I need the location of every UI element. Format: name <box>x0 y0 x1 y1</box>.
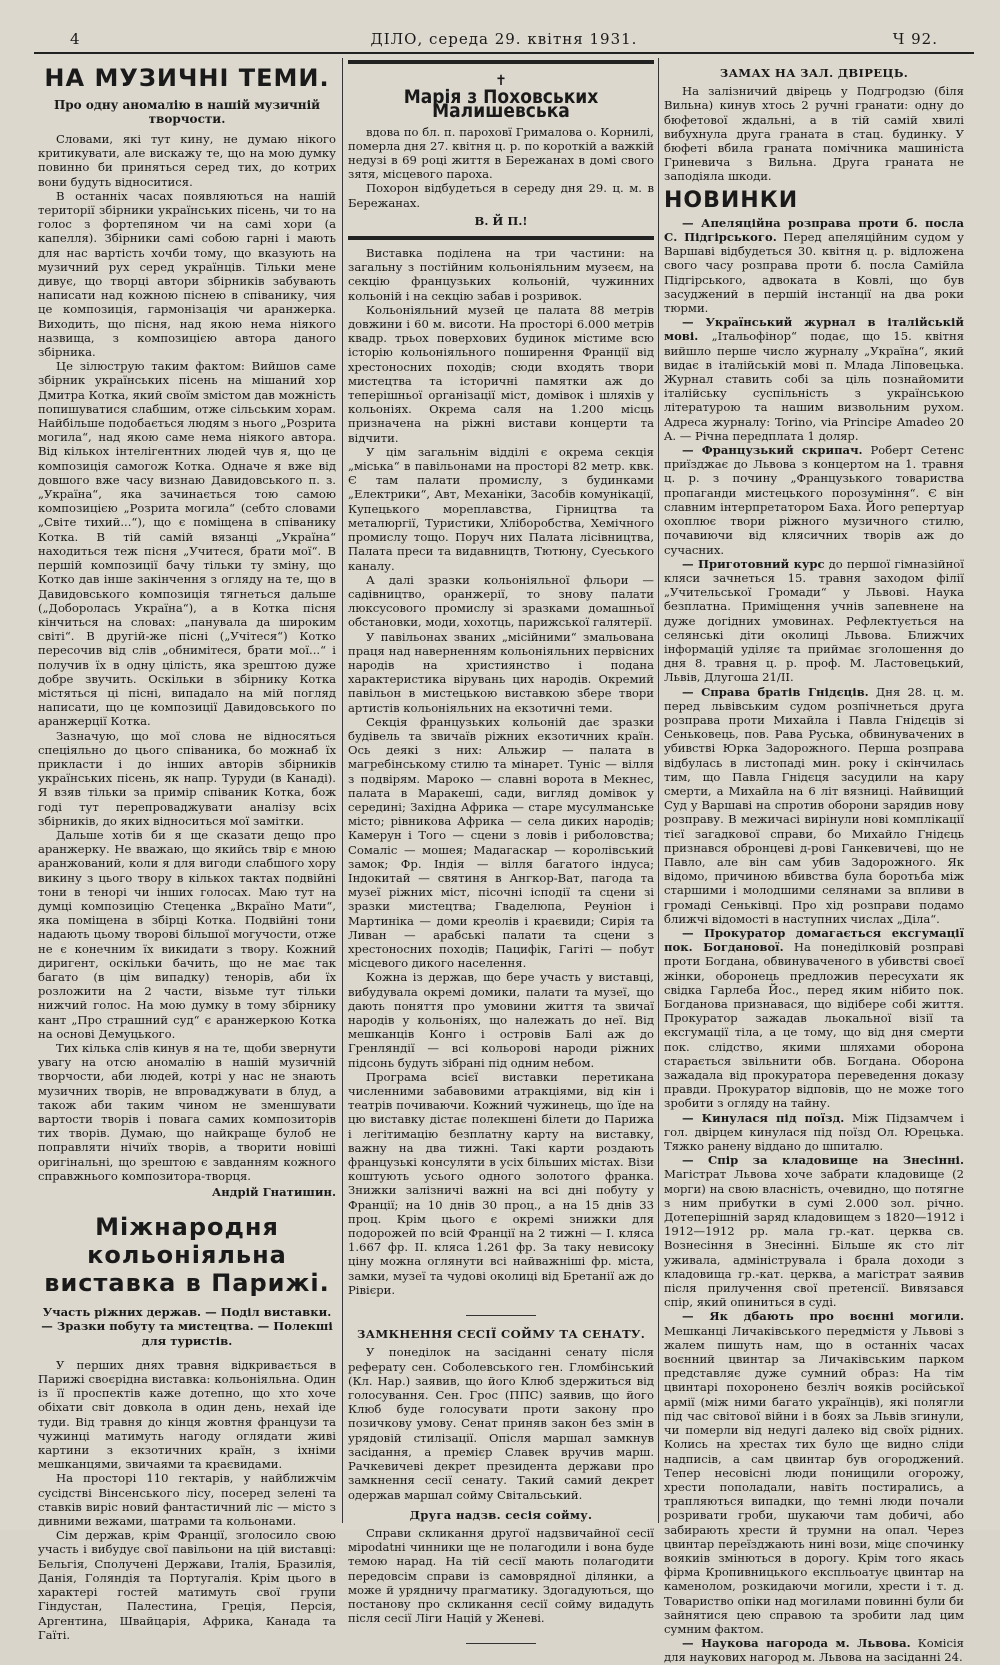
obituary-funeral: Похорон відбудеться в середу дня 29. ц. м. в Бережанах. <box>348 181 654 210</box>
masthead-title: ДІЛО, середа 29. квітня 1931. <box>370 30 638 48</box>
news-item <box>664 557 964 685</box>
article-subtitle-expo: Участь ріжних держав. — Поділ виставки. — Зразки побуту та мистецтва. — Полекші для туристів. <box>41 1305 333 1348</box>
paragraph: Програма всієї виставки перетикана численними забавовими атракціями, від кін і театрів почиваючи. Кожний чужинець, що їде на цю виставку дістає полекшені білети до Парижа і легітимацію безплатну карту на виставку, важну на два тижні. Такі карти роздають французькі консуляти в усіх більших містах. Візи коштують усього одного золотого франка. Знижки залізничі важні на всі дні побуту у Франції; на 10 днів 30 проц., а на 15 днів 33 проц. Крім цього є окремі знижки для подорожей по всій Франції на 2 тижні — І. кляса 1.667 фр. II. кляса 1.261 фр. За таку невисоку ціну можна оглянути всі найважніші фр. міста, замки, музеї та чудові околиці від Бретанії аж до Рівієри. <box>348 1069 654 1297</box>
paragraph: Це зілюструю таким фактом: Вийшов саме збірник українських пісень на мішаний хор Дмитра Котка, який своїм змістом дав можність попишуватися слабшим, отже сільським хорам. Найбільше подобається людям з нього „Розрита могила“, над якою саме нема ніякого автора. Від кількох інтелігентних людей чув я, що це композиція самогож Котка. Одначе я вже від довшого вже часу визнаю Давидовського п. з. „Україна“, яка зачинається тою самою композицією „Розрита могила“ (себто словами „Світе тихий...“), що є поміщена в співанику Котка. В тій самій вязанці „Україна“ находиться теж пісня „Учитеся, брати мої“. В першій композиції бачу тільки ту зміну, що Котко дав інше закінчення з огляду на те, що в Давидовського композиція тягнеться дальше („Доборолась Україна“), а в Котка пісня кінчиться на словах: „панувала да широким світі“. В другій-же пісні („Учітеся“) Котко пересочив від слів „обнимітеся, брати мої...“ і получив їх в одну цілість, яка зрештою дуже добре звучить. Оскільки в збірнику Котка містяться ці пісні, випадало на мій погляд написати, що це композиції Давидовського по аранжерції Котка. <box>38 359 336 729</box>
news-headline: — Прокуратор домагається ексгумації пок. Богданової. <box>664 925 964 955</box>
paragraph: Сім держав, крім Франції, зголосило свою участь і вибудує свої павільони на цій виставці: Бельгія, Сполучені Держави, Італія, Бразилія, Данія, Голяндія та Португалія. Крім цього в характері гостей матимуть свої групи Гіндустан, Палестина, Греція, Персія, Аргентина, Швайцарія, Африка, Канада та Гаїті. <box>38 1528 336 1642</box>
news-text: Магістрат Львова хоче забрати кладовище (2 морги) на свою власність, очевидно, що потягне з ним прибутки в сумі 2.000 зол. річно. Дотеперішній заряд кладовищем з 1820—1912 і 1912—1912 рр. мала гр.-кат. церква св. Вознесіння в Знесінні. Більше як сто літ уживала, адмініструвала і брала доходи з кладовища гр.-кат. церква, а магістрат заявив після прилучення свої претенсії. Вивязався спір, який опиниться в суді. <box>664 1167 964 1310</box>
separator <box>348 1633 654 1647</box>
paragraph: У цім загальнім відділі є окрема секція „міська“ в павільонами на просторі 82 метр. квк. Є там палати промислу, з будинками „Електрики“, Авт, Механіки, Засобів комунікації, Купецького мореплавства, Гірництва та металюргії, Туристики, Хліборобства, Хемічного промислу тощо. Поруч них Палата лісівництва, Палата преси та видавництв, Тютюну, Суеського каналу. <box>348 444 654 573</box>
paragraph: У перших днях травня відкривається в Парижі своєрідна виставка: кольоніяльна. Один із її проспектів каже дотепно, що хто хоче обіхати світ довкола в один день, нехай іде туди. Від травня до кінця жовтня французи та чужинці матимуть нагоду оглядати живі картини з екзотичних країн, з іхніми мешканцями, звичаями та краєвидами. <box>38 1357 336 1472</box>
news-text: Дня 28. ц. м. перед львівським судом розпічнеться друга розправа проти Михайла і Павла Гнідєців зі Сеньковець, пов. Рава Руська, обвинувачених в убивстві Юрка Задорожного. Перша розправа відбулась в листопаді мин. року і скінчилась тим, що Павла Гнідєця засудили на кару смерти, а Михайла на 6 літ вязниці. Найвищий Суд у Варшаві на спротив оборони зарядив нову розправу. В межичасі вирінули нові комплікації тієї загадкової справи, бо Михайло Гнідєць признався обронцеві д-рові Ганкевичеві, що не Павло, але він сам убив Задорожного. Як відомо, причиною вбивства була боротьба між старшими і молодшими селянами за впливи в громаді Сеньківці. Про хід розправи подамо ближчі відомості в наступних числах „Діла“. <box>664 684 965 926</box>
news-headline: — Справа братів Гнідєців. <box>682 684 869 699</box>
news-text: Комісія для наукових нагород м. Львова на засіданні 24. <box>664 1636 964 1665</box>
column-3 <box>664 60 964 1665</box>
paragraph: Зазначую, що мої слова не відносяться спеціяльно до цього співаника, бо можнаб їх прикласти і до інших авторів збірників українських пісень, як напр. Туруди (в Канаді). Я взяв тільки за примір співаник Котка, бож годі тут перепроваджувати аналізу всіх збірників, до яких відноситься мої замітки. <box>38 728 336 828</box>
paragraph: На просторі 110 гектарів, у найближчім сусідстві Вінсенського лісу, посеред зелені та ставків виріс новий фантастичний ліс — місто з дивними вежами, шатрами та кольонами. <box>38 1471 336 1529</box>
news-headline: — Спір за кладовище на Знесінні. <box>682 1153 964 1168</box>
obituary-name: Марія з Поховських Малишевська <box>403 86 599 123</box>
paragraph: Тих кілька слів кинув я на те, щоби звернути увагу на отсю аномалію в нашій музичній творчости, аби людей, котрі у нас не знають музичних творів, не впроваджувати в блуд, а також аби таким чином не зменшувати вартости творів і повага самих композиторів тих творів. Думаю, що найкраще булоб не поправляти нічиїх творів, а творити новіші оригінальні, що зрештою є завданням кожного справжнього композитора-творця. <box>38 1041 336 1183</box>
cross-icon: ✝ <box>495 73 507 89</box>
paragraph: У павільонах званих „місійними“ змальована праця над наверненням кольоніяльних первісних народів на християнство і подана характеристика вірувань цих народів. Окремий павільон в мистецькою виставкою збере твори артистів кольоніяльних на екзотичні теми. <box>348 629 654 715</box>
article-title-expo: Міжнародня кольоніяльна виставка в Парижі. <box>44 1213 330 1298</box>
news-text: Мешканці Личаківського передмістя у Львові з жалем пишуть нам, що в останніх часах воєнний цвинтар за Личаківським парком представляє дуже сумний образ: На тім цвинтарі похоронено безліч вояків російської армії (між ними багато українців), які полягли під час світової війни і в боях за Львів згинули, чи померли від недугі далеко від своїх рідних. Колись на хрестах тих було ще видно сліди надписів, а сам цвинтар був огороджений. Тепер несовісні люди понищили огорожу, хрести пополадали, навіть постирались, а трапляються випадки, що темні люди почали розривати гроби, шукаючи там добичі, або забирають хрести й трумни на опал. Через цвинтар переїзджають нині вози, міцє спочинку воякиів змінються в дорогу. Крім того якась фірма Кропивницького експльоатує цвинтар на каменолом, розкидаючи могили, хрести і т. д. Товариство опіки над могилами повинні були би зайнятися цею справою та зробити лад цим сумним фактом. <box>664 1323 964 1636</box>
paragraph: В останніх часах появляються на нашій території збірники українських пісень, чи то на голос з фортепяном чи на самі хори (а капелля). Збірники самі собою гарні і мають для нас вартість хочби тому, що вказують на музичний рух серед українців. Тільки мене дивує, що творці автори збірників забувають написати над кожною піснею в співанику, чия це композиція, гармонізація чи аранжерка. Виходить, що пісня, над якою нема ніякого назвища, з композицією автора даного збірника. <box>38 188 336 360</box>
obituary-text: вдова по бл. п. пароховї Грималова о. Корнилі, померла дня 27. квітня ц. р. по короткій а важкій недузі в 69 році життя в Бережанах в домі свого зятя, місцевого пароха. <box>348 124 654 182</box>
news-item <box>664 315 964 443</box>
news-item <box>664 926 964 1111</box>
paragraph: Кольоніяльний музей це палата 88 метрів довжини і 60 м. висоти. На просторі 6.000 метрів квадр. трьох поверхових будинок містиме всю історію кольоніяльного поширення Франції від хрестоносних походів; сюди входять твори мистецтва та історичні памятки аж до теперішньої організації міст, домівок і шляхів у кольоніях. Окрема саля на 1.200 місць призначена на ріжні вистави концерти та відчити. <box>348 302 654 445</box>
news-item <box>664 685 964 926</box>
news-headline: — Кинулася під поїзд. <box>682 1110 845 1125</box>
news-headline: — Французький скрипач. <box>682 443 863 458</box>
column-divider-2 <box>658 58 659 1523</box>
issue-number: Ч 92. <box>892 30 938 48</box>
paragraph: Словами, які тут кину, не думаю нікого критикувати, але вискажу те, що на мою думку повинно би приняться серед тих, до котрих вони будуть відноситися. <box>38 132 336 189</box>
section-title-novynky: НОВИНКИ <box>664 187 799 213</box>
paragraph: Кожна із держав, що бере участь у виставці, вибудувала окремі домики, палати та музеї, що дають поняття про умовини життя та звичаї народів у кольоніях, що належать до неї. Від мешканців Конго і островів Балі аж до Гренляндії — всі кольорові народи ріжних підсонь будуть зібрані під одним небом. <box>348 970 654 1070</box>
paragraph: Справи скликання другої надзвичайної сесії мірodatні чинники ще не полагодили і вона буде темою нарад. На тій сесії мають полагодити передовсім справи із самоврядної ділянки, а може й урядничу прагматику. Здогадуються, що постанову про скликання сесії сойму видадуть після сесії Ліги Націй у Женеві. <box>348 1525 654 1626</box>
article-title-music: НА МУЗИЧНІ ТЕМИ. <box>44 64 330 92</box>
news-item <box>664 1111 964 1154</box>
news-text: На понеділковій розправі проти Богдана, обвинуваченого в убивстві своєї жінки, оборонець предложив пересухати як свідка Гарлеба Йос., перед яким нібито пок. Богданова признавася, що відібере собі життя. Прокуратор зажадав льокальної візії та ексгумації тіла, а це тому, що від дня смерти пок. слідство, якими шляхами оборона старається звільнити обв. Богдана. Оборона зажадала від прокуратора переведення доказу правди. Прокуратор відповів, що не може того зробити з огляду на тайну. <box>664 940 964 1111</box>
news-headline: — Апеляційна розправа проти б. посла С. Підгірського. <box>664 215 964 245</box>
column-1 <box>38 60 336 1642</box>
news-item <box>664 1636 964 1664</box>
article-title-sejm: Друга надзв. сесія сойму. <box>409 1507 593 1522</box>
masthead-rule <box>34 52 974 54</box>
paragraph: На залізничий двірець у Подгродзю (біля Вильна) кинув хтось 2 ручні гранати: одну до бюфетової ждальні, а в тій самій хвилі вибухнула друга граната в стац. будинку. У бюфеті вбила граната помічника машиніста Гриневича з Вильна. Друга граната не заподіяла шкоди. <box>664 84 964 184</box>
news-headline: — Український журнал в італійській мові. <box>664 315 964 344</box>
paragraph: А далі зразки кольоніяльної фльори — садівництво, оранжерії, то знову палати люксусового промислу зі зразками домашньої обстановки, моди, хохотць, парижської галятерії. <box>348 572 654 630</box>
obituary-box <box>348 60 654 240</box>
news-item <box>664 1153 964 1309</box>
article-subtitle-music: Про одну аномалію в нашій музичній творчости. <box>53 98 321 126</box>
masthead <box>34 28 974 50</box>
paragraph: У понеділок на засіданні сенату після реферату сен. Соболевського ген. Гломбінський (Кл. Нар.) заявив, що його Клюб здержиться від голосування. Сен. Грос (ППС) заявив, що його Клюб буде голосувати проти закону про позичкову умову. Сенат приняв закон без змін в урядовій стилізації. Опісля маршал замкнув засідання, а премієр Славек вручив марш. Рачкевичеві декрет президента держави про замкнення сесії сенату. Такий самий декрет одержав маршал сойму Світальський. <box>348 1345 654 1502</box>
paragraph: Секція французьких кольоній дає зразки будівель та звичаїв ріжних екзотичних країн. Ось деякі з них: Альжир — палата в магребінському стилю та мінарет. Туніс — вілля з подвірям. Мароко — славні ворота в Мекнес, палата в Маракеші, сади, вигляд домівок у середині; Західна Африка — старе мусулманське місто; рівникова Африка — села диких народів; Камерун і Того — сцени з ловів і риболовства; Сомаліс — мошея; Мадагаскар — королівський замок; Фр. Індія — вілля багатого індуса; Індокитай — святиня в Ангкор-Ват, пагода та музеї ріжних міст, пісочні ісподії та сцени зі зразки мистецтва; Гваделюпа, Реуніон і Мартиніка — доми креолів і краєвиди; Сирія та Ливан — арабські палати та сцени з хрестоносних походів; Пацифік, Гагіті — побут місцевого дикого населення. <box>348 714 654 971</box>
separator <box>348 1305 654 1319</box>
author-signature: Андрій Гнатишин. <box>211 1185 336 1200</box>
news-text: „Італьофінор“ подає, що 15. квітня вийшло перше число журналу „Україна“, який видає в італійській мові п. Млада Ліповецька. Журнал ставить собі за ціль познайомити італійську суспільність з українською літературою та нашим визвольним рухом. Адреса журналу: Torino, via Principe Amadeo 20 A. — Річна передплата 1 доляр. <box>664 329 965 443</box>
news-text: до першої гімназійної кляси зачнеться 15. травня заходом філії „Учительської Громади“ у Львові. Наука безплатна. Приміщення учнів запевнене на дуже догідних умовинах. Рефлектується на селянські діти околиці Львова. Ближчих інформацій уділяє та приймає зголошення до дня 8. травня ц. р. проф. М. Ластовецький, Львів, Длугоша 21/II. <box>664 556 964 685</box>
column-divider-1 <box>342 58 343 1523</box>
news-text: Між Підзамчем і гол. двірцем кинулася під поїзд Ол. Юрецька. Тяжко ранену віддано до шпиталю. <box>664 1110 965 1154</box>
news-headline: — Наукова нагорода м. Львова. <box>682 1636 911 1651</box>
paragraph: Дальше хотів би я ще сказати дещо про аранжерку. Не вважаю, що якийсь твір є мною аранжований, коли я для вигоди слабшого хору викину з цього твору в кількох тактах подвійні тони в тенорі чи інших голосах. Маю тут на думці композицію Стеценка „Вкраїно Мати“, яка поміщена в збірці Котка. Подвійні тони надають цьому творові більшої могучости, отже не є конечним їх викидати з твору. Кожний диригент, оскільки бачить, що не має так багато (в цім випадку) тенорів, аби їх розложити на 2 части, візьме тут тільки нижчий голос. На мою думку в тому збірнику кант „Про страшний суд“ є аранжеркою Котка на основі Демуцького. <box>38 827 336 1041</box>
news-item <box>664 1309 964 1636</box>
news-headline: — Як дбають про воєнні могили. <box>682 1309 964 1324</box>
obituary-rip: В. Й П.! <box>474 213 528 228</box>
news-text: Перед апеляційним судом у Варшаві відбудеться 30. квітня ц. р. відложена свого часу розправа проти б. посла Самійла Підгірського, адвоката в Ковлі, що був засуджений в першій інстанції на два роки тюрми. <box>664 230 964 316</box>
page-number: 4 <box>70 30 81 48</box>
news-text: Роберт Сетенс приїзджає до Львова з концертом на 1. травня ц. р. з почину „Французького товариства пропаганди мистецького порозуміння“. Є він славним інтерпретатором Баха. Його репертуар охоплює твори ріжного музичного стилю, почавиючи від клясичних творів аж до сучасних. <box>664 443 964 557</box>
news-item <box>664 443 964 557</box>
news-headline: — Приготовний курс <box>682 556 825 571</box>
news-item <box>664 216 964 315</box>
paragraph: Виставка поділена на три частини: на загальну з постійним кольоніяльним музеєм, на секцію французьких кольоній, чужинних кольоній і на секцію забав і розривок. <box>348 246 654 303</box>
article-title-senate: ЗАМКНЕННЯ СЕСІЇ СОЙМУ ТА СЕНАТУ. <box>356 1327 646 1342</box>
article-title-zamakh: ЗАМАХ НА ЗАЛ. ДВІРЕЦЬ. <box>719 66 909 80</box>
column-2 <box>348 60 654 1656</box>
